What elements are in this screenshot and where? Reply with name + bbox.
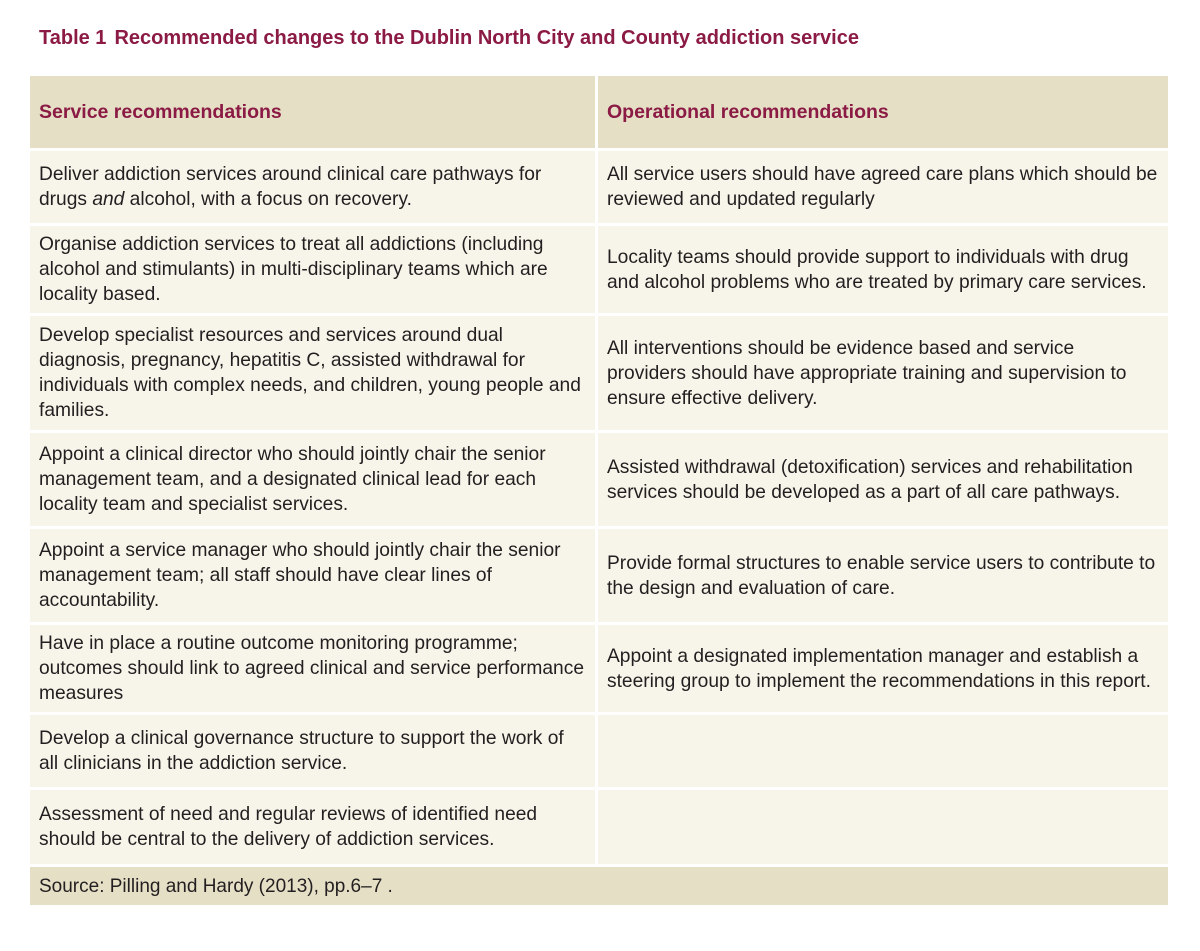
table-row	[30, 790, 1168, 867]
table-row	[30, 625, 1168, 715]
operational-recommendation-cell: Assisted withdrawal (detoxification) services and rehabilitation services should be developed as a part of all care pathways.	[607, 456, 1133, 503]
service-recommendation-cell: Develop a clinical governance structure to support the work of all clinicians in the addiction service.	[30, 715, 598, 787]
table-row	[30, 151, 1168, 226]
table-caption	[39, 27, 859, 50]
service-recommendation-cell: Appoint a service manager who should jointly chair the senior management team; all staff should have clear lines of accountability.	[30, 529, 598, 622]
operational-recommendation-cell	[598, 790, 1168, 864]
table-title: Recommended changes to the Dublin North City and County addiction service	[114, 27, 859, 49]
operational-recommendation-cell	[598, 715, 1168, 787]
service-recommendation-cell: Have in place a routine outcome monitoring programme; outcomes should link to agreed clinical and service performance measures	[30, 625, 598, 712]
text-part: Deliver addiction services around clinical care pathways for	[39, 164, 542, 185]
table-row	[30, 715, 1168, 790]
table-row	[30, 433, 1168, 529]
emphasis-text: and	[92, 189, 125, 210]
operational-recommendation-cell: All interventions should be evidence based and service providers should have appropriate training and supervision to ensure effective delivery.	[607, 337, 1127, 409]
service-recommendation-cell	[30, 151, 598, 223]
source-note: Source: Pilling and Hardy (2013), pp.6–7 .	[39, 875, 393, 897]
recommendations-table	[30, 76, 1168, 905]
service-recommendation-text	[39, 162, 541, 212]
header-operational-recommendations: Operational recommendations	[607, 100, 889, 123]
table-number: Table 1	[39, 27, 107, 49]
table-row	[30, 529, 1168, 625]
service-recommendation-cell: Organise addiction services to treat all addictions (including alcohol and stimulants) in multi-disciplinary teams which are locality based.	[30, 226, 598, 313]
text-part: drugs	[39, 189, 93, 210]
service-recommendation-cell: Develop specialist resources and services around dual diagnosis, pregnancy, hepatitis C, assisted withdrawal for individuals with complex needs, and children, young people and families.	[30, 316, 598, 430]
text-part: alcohol, with a focus on recovery.	[124, 189, 412, 210]
operational-recommendation-cell: Locality teams should provide support to individuals with drug and alcohol problems who are treated by primary care services.	[607, 246, 1147, 293]
service-recommendation-cell: Assessment of need and regular reviews of identified need should be central to the delivery of addiction services.	[30, 790, 598, 864]
service-recommendation-cell: Appoint a clinical director who should jointly chair the senior management team, and a designated clinical lead for each locality team and specialist services.	[30, 433, 598, 526]
table-source-row	[30, 867, 1168, 905]
operational-recommendation-cell: All service users should have agreed care plans which should be reviewed and updated regularly	[607, 164, 1158, 210]
table-row	[30, 226, 1168, 316]
table-row	[30, 316, 1168, 433]
header-service-recommendations: Service recommendations	[30, 76, 598, 148]
table-header-row	[30, 76, 1168, 151]
operational-recommendation-cell: Provide formal structures to enable service users to contribute to the design and evaluation of care.	[607, 552, 1156, 599]
operational-recommendation-cell: Appoint a designated implementation manager and establish a steering group to implement the recommendations in this report.	[607, 645, 1151, 692]
